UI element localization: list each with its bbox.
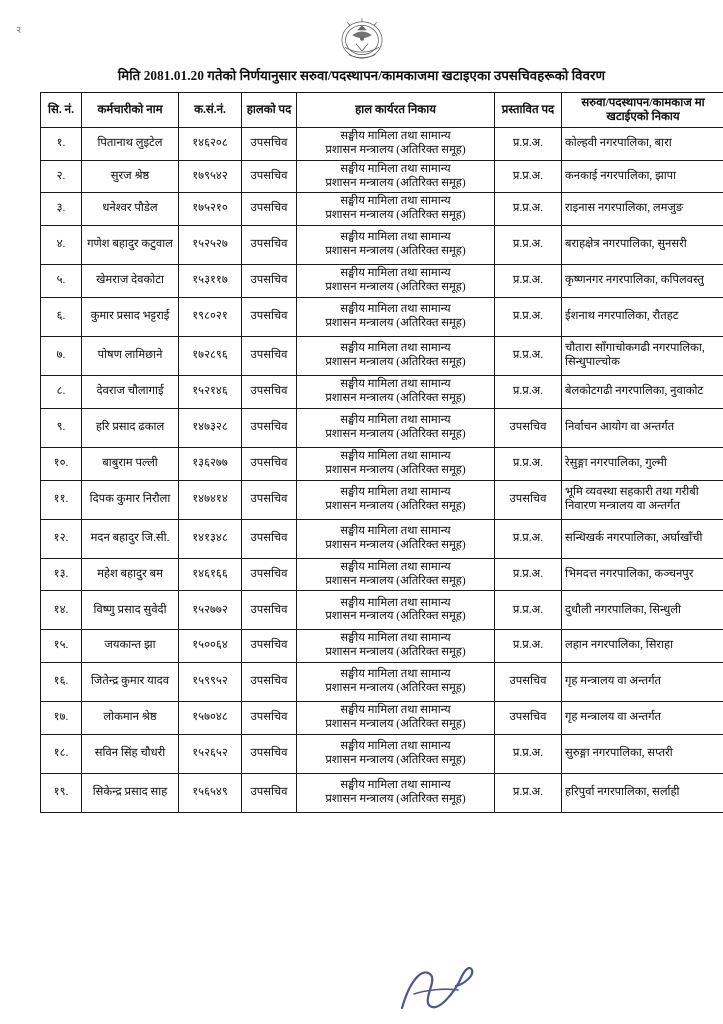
cell-serial-number: ६.: [41, 298, 82, 337]
transfer-details-table: [40, 92, 723, 814]
cell-proposed-post: प्र.प्र.अ.: [495, 337, 562, 376]
signature-mark: [392, 960, 482, 1016]
cell-employee-code: १४७४१४: [179, 480, 242, 519]
cell-employee-name: विष्णु प्रसाद सुवेदी: [82, 591, 179, 630]
cell-employee-name: खेमराज देवकोटा: [82, 265, 179, 298]
header-serial-number: सि. नं.: [41, 92, 82, 127]
cell-current-post: उपसचिव: [242, 630, 297, 663]
cell-employee-name: सुरज श्रेष्ठ: [82, 160, 179, 193]
cell-proposed-post: प्र.प्र.अ.: [495, 630, 562, 663]
cell-destination: राइनास नगरपालिका, लमजुङ: [562, 193, 723, 226]
cell-destination: चौतारा साँगाचोकगढी नगरपालिका, सिन्धुपाल्चोक: [562, 337, 723, 376]
cell-employee-code: १४१३४८: [179, 519, 242, 558]
cell-employee-name: देवराज चौलागाई: [82, 376, 179, 409]
table-row: [41, 630, 723, 663]
office-line-1: सङ्घीय मामिला तथा सामान्य: [340, 704, 451, 717]
table-row: [41, 127, 723, 160]
office-line-1: सङ्घीय मामिला तथा सामान्य: [340, 378, 451, 391]
cell-current-post: उपसचिव: [242, 558, 297, 591]
cell-current-post: उपसचिव: [242, 591, 297, 630]
cell-employee-name: कुमार प्रसाद भट्टराई: [82, 298, 179, 337]
table-row: [41, 226, 723, 265]
office-line-2: प्रशासन मन्त्रालय (अतिरिक्त समूह): [325, 718, 466, 731]
cell-employee-code: १९८०२१: [179, 298, 242, 337]
cell-current-office: [297, 630, 495, 663]
cell-serial-number: १९.: [41, 774, 82, 813]
office-line-1: सङ्घीय मामिला तथा सामान्य: [340, 560, 451, 573]
cell-destination: कनकाई नगरपालिका, झापा: [562, 160, 723, 193]
cell-serial-number: १८.: [41, 735, 82, 774]
cell-destination: लहान नगरपालिका, सिराहा: [562, 630, 723, 663]
cell-employee-name: हरि प्रसाद ढकाल: [82, 408, 179, 447]
cell-current-office: [297, 226, 495, 265]
cell-employee-name: लोकमान श्रेष्ठ: [82, 702, 179, 735]
cell-proposed-post: प्र.प्र.अ.: [495, 376, 562, 409]
office-line-1: सङ्घीय मामिला तथा सामान्य: [340, 303, 451, 316]
office-line-2: प्रशासन मन्त्रालय (अतिरिक्त समूह): [325, 499, 466, 512]
cell-current-office: [297, 160, 495, 193]
office-line-1: सङ्घीय मामिला तथा सामान्य: [340, 129, 451, 142]
table-row: [41, 447, 723, 480]
cell-serial-number: १५.: [41, 630, 82, 663]
cell-current-post: उपसचिव: [242, 735, 297, 774]
header-current-post: हालको पद: [242, 92, 297, 127]
cell-proposed-post: प्र.प्र.अ.: [495, 558, 562, 591]
cell-destination: रेसुङ्गा नगरपालिका, गुल्मी: [562, 447, 723, 480]
page-corner-mark: २: [15, 24, 23, 37]
cell-current-office: [297, 376, 495, 409]
cell-employee-code: १४६१६६: [179, 558, 242, 591]
cell-destination: निर्वाचन आयोग वा अन्तर्गत: [562, 408, 723, 447]
table-row: [41, 702, 723, 735]
cell-destination: ईशनाथ नगरपालिका, रौतहट: [562, 298, 723, 337]
cell-destination: बेलकोटगढी नगरपालिका, नुवाकोट: [562, 376, 723, 409]
cell-employee-name: पोषण लामिछाने: [82, 337, 179, 376]
office-line-2: प्रशासन मन्त्रालय (अतिरिक्त समूह): [325, 793, 466, 806]
cell-serial-number: ११.: [41, 480, 82, 519]
emblem-container: [0, 0, 723, 62]
office-line-1: सङ्घीय मामिला तथा सामान्य: [340, 668, 451, 681]
cell-employee-name: मदन बहादुर जि.सी.: [82, 519, 179, 558]
cell-current-office: [297, 265, 495, 298]
cell-current-post: उपसचिव: [242, 337, 297, 376]
table-row: [41, 558, 723, 591]
cell-current-post: उपसचिव: [242, 265, 297, 298]
cell-employee-name: महेश बहादुर बम: [82, 558, 179, 591]
office-line-2: प्रशासन मन्त्रालय (अतिरिक्त समूह): [325, 574, 466, 587]
cell-employee-code: १४७३२८: [179, 408, 242, 447]
cell-destination: हरिपुर्वा नगरपालिका, सर्लाही: [562, 774, 723, 813]
cell-current-office: [297, 298, 495, 337]
table-body: [41, 127, 723, 812]
cell-current-post: उपसचिव: [242, 519, 297, 558]
cell-proposed-post: प्र.प्र.अ.: [495, 127, 562, 160]
cell-employee-code: १५९९५२: [179, 663, 242, 702]
office-line-1: सङ्घीय मामिला तथा सामान्य: [340, 342, 451, 355]
table-header-row: [41, 92, 723, 127]
office-line-1: सङ्घीय मामिला तथा सामान्य: [340, 632, 451, 645]
office-line-1: सङ्घीय मामिला तथा सामान्य: [340, 449, 451, 462]
cell-serial-number: १४.: [41, 591, 82, 630]
cell-destination: कोल्हवी नगरपालिका, बारा: [562, 127, 723, 160]
cell-current-post: उपसचिव: [242, 408, 297, 447]
cell-proposed-post: प्र.प्र.अ.: [495, 591, 562, 630]
cell-current-office: [297, 591, 495, 630]
cell-destination: भूमि व्यवस्था सहकारी तथा गरीबी निवारण मन्त्रालय वा अन्तर्गत: [562, 480, 723, 519]
cell-serial-number: १७.: [41, 702, 82, 735]
cell-serial-number: ३.: [41, 193, 82, 226]
cell-serial-number: ४.: [41, 226, 82, 265]
cell-current-office: [297, 702, 495, 735]
cell-destination: गृह मन्त्रालय वा अन्तर्गत: [562, 663, 723, 702]
cell-employee-name: जितेन्द्र कुमार यादव: [82, 663, 179, 702]
cell-serial-number: ७.: [41, 337, 82, 376]
header-employee-code: क.सं.नं.: [179, 92, 242, 127]
office-line-2: प्रशासन मन्त्रालय (अतिरिक्त समूह): [325, 245, 466, 258]
cell-proposed-post: उपसचिव: [495, 702, 562, 735]
office-line-2: प्रशासन मन्त्रालय (अतिरिक्त समूह): [325, 754, 466, 767]
table-row: [41, 298, 723, 337]
cell-employee-name: पितानाथ लुइटेल: [82, 127, 179, 160]
cell-current-office: [297, 735, 495, 774]
office-line-1: सङ्घीय मामिला तथा सामान्य: [340, 740, 451, 753]
cell-employee-code: १५२५२७: [179, 226, 242, 265]
cell-proposed-post: प्र.प्र.अ.: [495, 265, 562, 298]
cell-serial-number: १६.: [41, 663, 82, 702]
cell-current-office: [297, 774, 495, 813]
cell-proposed-post: प्र.प्र.अ.: [495, 193, 562, 226]
nepal-government-emblem-icon: [331, 12, 393, 68]
cell-current-office: [297, 480, 495, 519]
cell-proposed-post: प्र.प्र.अ.: [495, 160, 562, 193]
cell-employee-name: दिपक कुमार निरौला: [82, 480, 179, 519]
header-employee-name: कर्मचारीको नाम: [82, 92, 179, 127]
office-line-2: प्रशासन मन्त्रालय (अतिरिक्त समूह): [325, 356, 466, 369]
cell-current-post: उपसचिव: [242, 376, 297, 409]
cell-current-post: उपसचिव: [242, 480, 297, 519]
cell-employee-code: १७५२१०: [179, 193, 242, 226]
cell-employee-code: १५२७७२: [179, 591, 242, 630]
cell-current-post: उपसचिव: [242, 226, 297, 265]
table-row: [41, 193, 723, 226]
cell-serial-number: १३.: [41, 558, 82, 591]
cell-employee-code: १५७०४८: [179, 702, 242, 735]
cell-employee-code: १५२१४६: [179, 376, 242, 409]
header-destination: सरुवा/पदस्थापन/कामकाज मा खटाईएको निकाय: [562, 92, 723, 127]
table-row: [41, 519, 723, 558]
cell-employee-code: १७२८९६: [179, 337, 242, 376]
page-title: मिति 2081.01.20 गतेको निर्णयानुसार सरुवा/पदस्थापन/कामकाजमा खटाइएका उपसचिवहरूको विवरण: [117, 68, 606, 83]
office-line-2: प्रशासन मन्त्रालय (अतिरिक्त समूह): [325, 646, 466, 659]
cell-current-post: उपसचिव: [242, 663, 297, 702]
cell-proposed-post: प्र.प्र.अ.: [495, 735, 562, 774]
cell-serial-number: १०.: [41, 447, 82, 480]
table-row: [41, 265, 723, 298]
cell-current-post: उपसचिव: [242, 298, 297, 337]
cell-proposed-post: उपसचिव: [495, 408, 562, 447]
office-line-1: सङ्घीय मामिला तथा सामान्य: [340, 231, 451, 244]
office-line-2: प्रशासन मन्त्रालय (अतिरिक्त समूह): [325, 317, 466, 330]
cell-employee-code: १३६२७७: [179, 447, 242, 480]
office-line-2: प्रशासन मन्त्रालय (अतिरिक्त समूह): [325, 538, 466, 551]
office-line-2: प्रशासन मन्त्रालय (अतिरिक्त समूह): [325, 209, 466, 222]
cell-employee-name: जयकान्त झा: [82, 630, 179, 663]
cell-current-office: [297, 408, 495, 447]
cell-current-office: [297, 337, 495, 376]
office-line-1: सङ्घीय मामिला तथा सामान्य: [340, 413, 451, 426]
table-row: [41, 376, 723, 409]
office-line-1: सङ्घीय मामिला तथा सामान्य: [340, 524, 451, 537]
cell-employee-name: बाबुराम पल्ली: [82, 447, 179, 480]
office-line-1: सङ्घीय मामिला तथा सामान्य: [340, 195, 451, 208]
table-row: [41, 337, 723, 376]
office-line-1: सङ्घीय मामिला तथा सामान्य: [340, 779, 451, 792]
cell-serial-number: ९.: [41, 408, 82, 447]
table-row: [41, 663, 723, 702]
cell-current-post: उपसचिव: [242, 127, 297, 160]
table-row: [41, 591, 723, 630]
cell-employee-name: सविन सिंह चौधरी: [82, 735, 179, 774]
cell-proposed-post: उपसचिव: [495, 480, 562, 519]
cell-destination: कृष्णनगर नगरपालिका, कपिलवस्तु: [562, 265, 723, 298]
table-row: [41, 408, 723, 447]
cell-employee-name: सिकेन्द्र प्रसाद साह: [82, 774, 179, 813]
cell-employee-name: धनेश्वर पौडेल: [82, 193, 179, 226]
office-line-1: सङ्घीय मामिला तथा सामान्य: [340, 267, 451, 280]
cell-employee-code: १५६५४९: [179, 774, 242, 813]
cell-serial-number: ५.: [41, 265, 82, 298]
cell-destination: भिमदत्त नगरपालिका, कञ्चनपुर: [562, 558, 723, 591]
cell-employee-code: १५३११७: [179, 265, 242, 298]
cell-proposed-post: प्र.प्र.अ.: [495, 519, 562, 558]
cell-serial-number: २.: [41, 160, 82, 193]
cell-serial-number: १.: [41, 127, 82, 160]
office-line-2: प्रशासन मन्त्रालय (अतिरिक्त समूह): [325, 682, 466, 695]
cell-destination: सन्धिखर्क नगरपालिका, अर्घाखाँची: [562, 519, 723, 558]
cell-current-post: उपसचिव: [242, 193, 297, 226]
office-line-2: प्रशासन मन्त्रालय (अतिरिक्त समूह): [325, 391, 466, 404]
table-row: [41, 735, 723, 774]
table-row: [41, 160, 723, 193]
office-line-2: प्रशासन मन्त्रालय (अतिरिक्त समूह): [325, 143, 466, 156]
cell-employee-code: १५२६५२: [179, 735, 242, 774]
cell-destination: बराहक्षेत्र नगरपालिका, सुनसरी: [562, 226, 723, 265]
office-line-2: प्रशासन मन्त्रालय (अतिरिक्त समूह): [325, 427, 466, 440]
cell-proposed-post: उपसचिव: [495, 663, 562, 702]
cell-current-office: [297, 519, 495, 558]
cell-proposed-post: प्र.प्र.अ.: [495, 447, 562, 480]
cell-employee-code: १५००६४: [179, 630, 242, 663]
cell-current-post: उपसचिव: [242, 160, 297, 193]
cell-employee-code: १७९५४२: [179, 160, 242, 193]
cell-current-post: उपसचिव: [242, 702, 297, 735]
cell-current-office: [297, 193, 495, 226]
header-proposed-post: प्रस्तावित पद: [495, 92, 562, 127]
office-line-1: सङ्घीय मामिला तथा सामान्य: [340, 485, 451, 498]
cell-employee-code: १४६२०८: [179, 127, 242, 160]
cell-current-post: उपसचिव: [242, 774, 297, 813]
cell-current-office: [297, 663, 495, 702]
cell-destination: गृह मन्त्रालय वा अन्तर्गत: [562, 702, 723, 735]
table-container: [0, 92, 723, 814]
cell-destination: सुरुङ्गा नगरपालिका, सप्तरी: [562, 735, 723, 774]
office-line-1: सङ्घीय मामिला तथा सामान्य: [340, 596, 451, 609]
office-line-2: प्रशासन मन्त्रालय (अतिरिक्त समूह): [325, 610, 466, 623]
table-row: [41, 774, 723, 813]
cell-employee-name: गणेश बहादुर कटुवाल: [82, 226, 179, 265]
cell-proposed-post: प्र.प्र.अ.: [495, 774, 562, 813]
office-line-2: प्रशासन मन्त्रालय (अतिरिक्त समूह): [325, 176, 466, 189]
cell-current-post: उपसचिव: [242, 447, 297, 480]
cell-current-office: [297, 447, 495, 480]
office-line-1: सङ्घीय मामिला तथा सामान्य: [340, 162, 451, 175]
table-row: [41, 480, 723, 519]
cell-proposed-post: प्र.प्र.अ.: [495, 226, 562, 265]
cell-destination: दुधौली नगरपालिका, सिन्धुली: [562, 591, 723, 630]
header-current-office: हाल कार्यरत निकाय: [297, 92, 495, 127]
office-line-2: प्रशासन मन्त्रालय (अतिरिक्त समूह): [325, 463, 466, 476]
cell-proposed-post: प्र.प्र.अ.: [495, 298, 562, 337]
office-line-2: प्रशासन मन्त्रालय (अतिरिक्त समूह): [325, 281, 466, 294]
cell-serial-number: ८.: [41, 376, 82, 409]
cell-serial-number: १२.: [41, 519, 82, 558]
cell-current-office: [297, 558, 495, 591]
cell-current-office: [297, 127, 495, 160]
